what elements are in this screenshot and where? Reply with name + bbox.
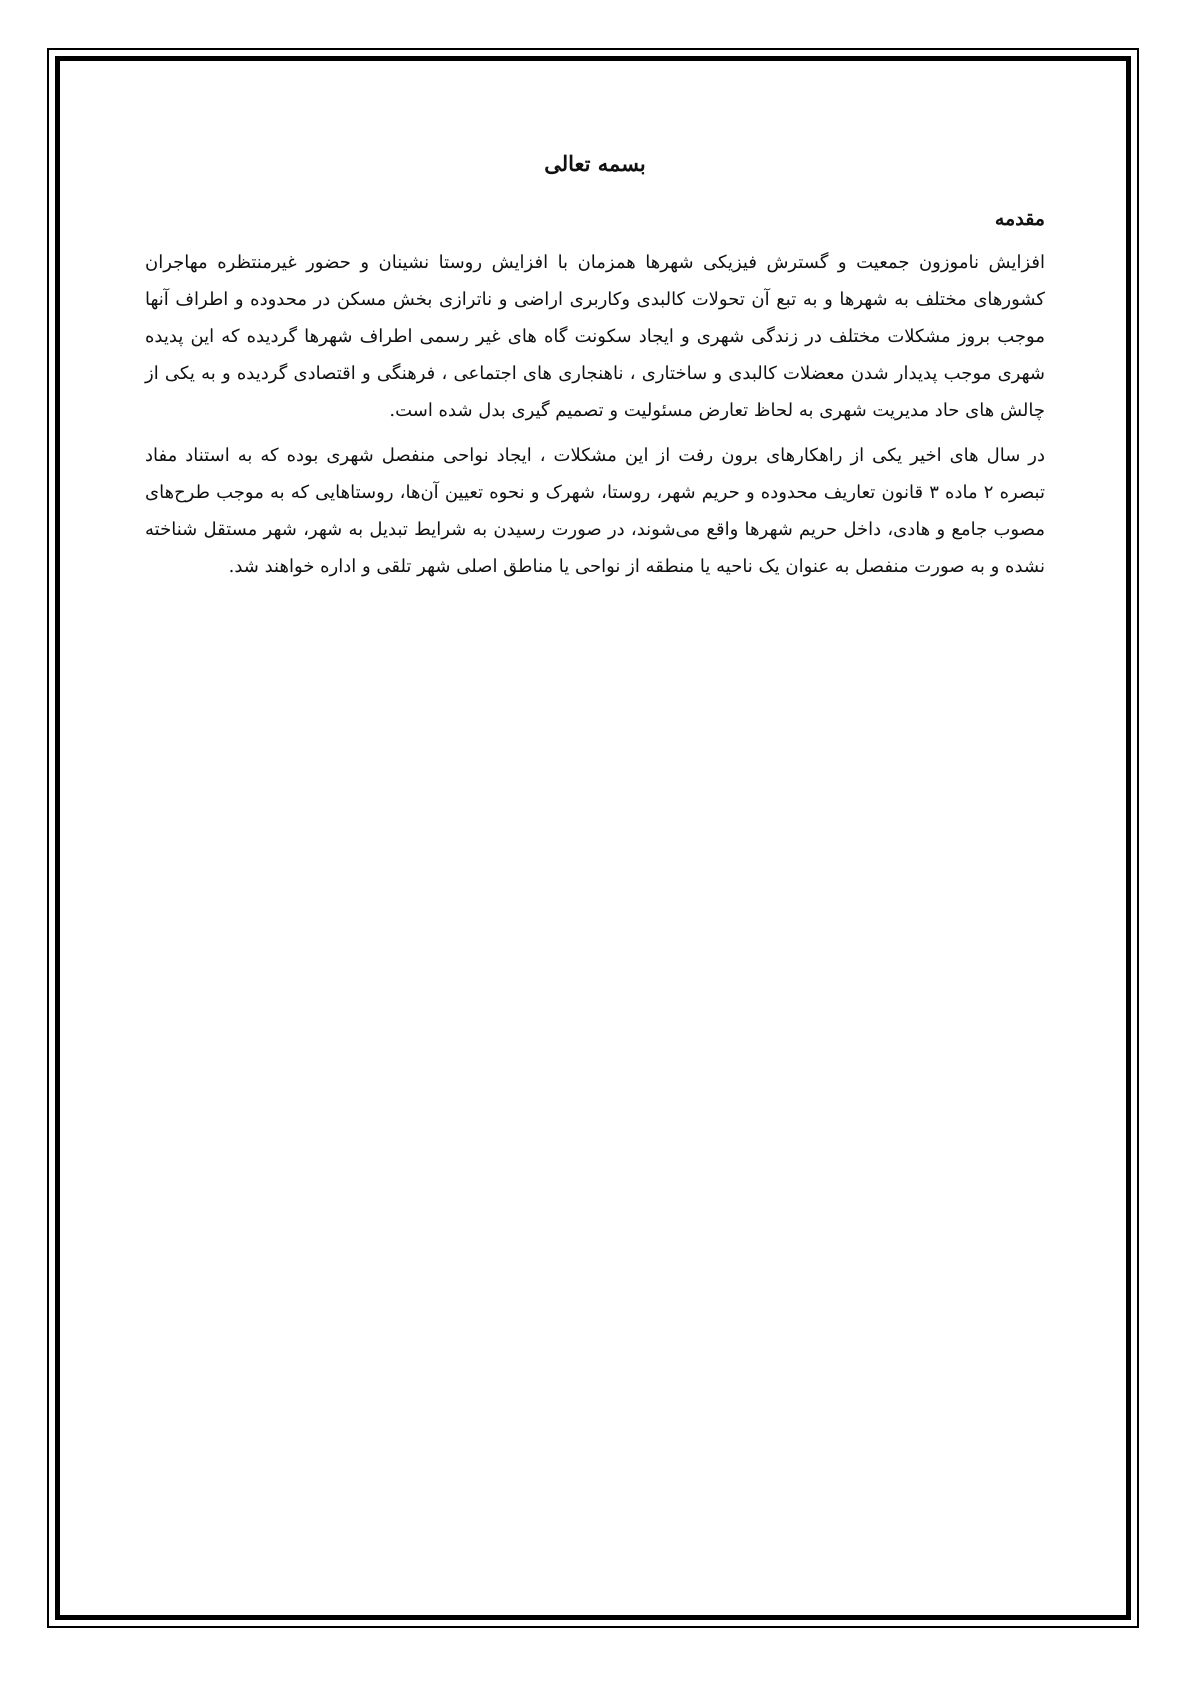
paragraph: افزایش ناموزون جمعیت و گسترش فیزیکی شهرها همزمان با افزایش روستا نشینان و حضور غیرمنتظره مهاجران کشورهای مختلف به شهرها و به تبع آن تحولات کالبدی وکاربری اراضی و ناترازی بخش مسکن در محدوده و اطراف آنها موجب بروز مشکلات مختلف در زندگی شهری و ایجاد سکونت گاه های غیر رسمی اطراف شهرها گردیده که این پدیده شهری موجب پدیدار شدن معضلات کالبدی و ساختاری ، ناهنجاری های اجتماعی ، فرهنگی و اقتصادی گردیده و به یکی از چالش های حاد مدیریت شهری به لحاظ تعارض مسئولیت و تصمیم گیری بدل شده است. (145, 251, 1045, 421)
section-heading-introduction: مقدمه (994, 208, 1045, 231)
document-body (145, 150, 1045, 593)
paragraph: در سال های اخیر یکی از راهکارهای برون رفت از این مشکلات ، ایجاد نواحی منفصل شهری بوده که به استناد مفاد تبصره ۲ ماده ۳ قانون تعاریف محدوده و حریم شهر، روستا، شهرک و نحوه تعیین آن‌ها، روستاهایی که به موجب طرح‌های مصوب جامع و هادی، داخل حریم شهرها واقع می‌شوند، در صورت رسیدن به شرایط تبدیل به شهر، شهر مستقل شناخته نشده و به صورت منفصل به عنوان یک ناحیه یا منطقه از نواحی یا مناطق اصلی شهر تلقی و اداره خواهند شد. (145, 444, 1045, 577)
document-title: بسمه تعالی (544, 151, 646, 176)
